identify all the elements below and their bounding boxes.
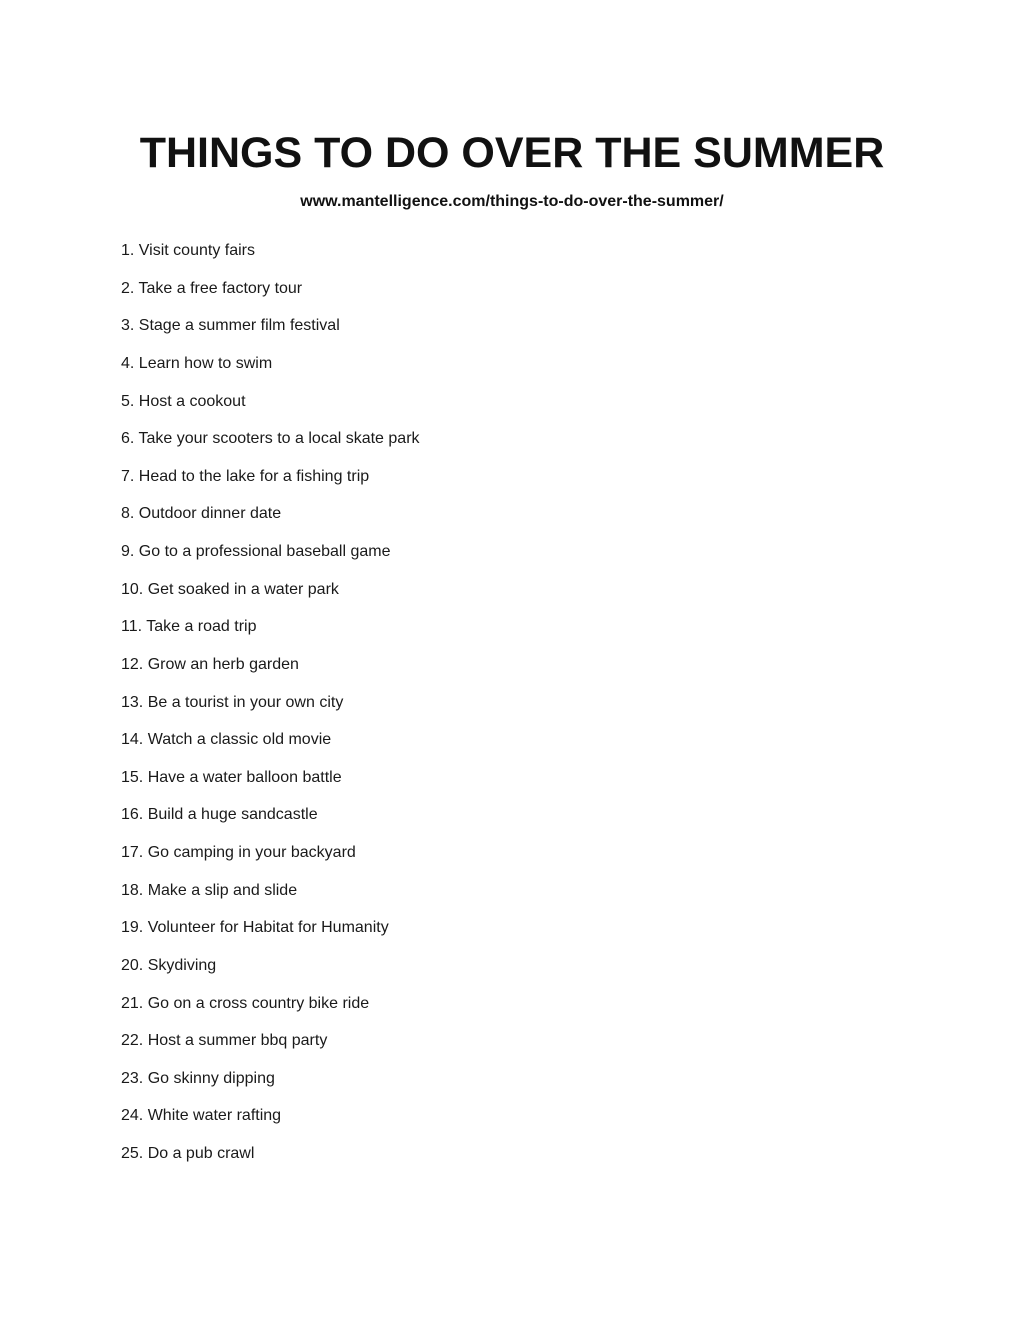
list-item: 6. Take your scooters to a local skate park — [121, 430, 420, 448]
list-item: 22. Host a summer bbq party — [121, 1032, 328, 1050]
list-item: 16. Build a huge sandcastle — [121, 806, 318, 824]
list-item: 11. Take a road trip — [121, 618, 257, 636]
list-item: 7. Head to the lake for a fishing trip — [121, 467, 370, 485]
list-item: 2. Take a free factory tour — [121, 279, 303, 297]
list-item: 1. Visit county fairs — [121, 242, 255, 259]
activity-list — [121, 240, 420, 1181]
list-item: 24. White water rafting — [121, 1107, 282, 1125]
list-item: 20. Skydiving — [121, 956, 217, 974]
list-item: 14. Watch a classic old movie — [121, 731, 332, 749]
list-item: 21. Go on a cross country bike ride — [121, 994, 370, 1012]
list-item: 3. Stage a summer film festival — [121, 317, 340, 335]
list-item: 25. Do a pub crawl — [121, 1145, 255, 1162]
list-item: 15. Have a water balloon battle — [121, 768, 342, 786]
list-item: 9. Go to a professional baseball game — [121, 543, 391, 560]
source-url: www.mantelligence.com/things-to-do-over-the-summer/ — [300, 193, 724, 210]
list-item: 8. Outdoor dinner date — [121, 505, 282, 523]
list-item: 4. Learn how to swim — [121, 354, 273, 372]
list-item: 17. Go camping in your backyard — [121, 844, 356, 861]
list-item: 23. Go skinny dipping — [121, 1069, 275, 1087]
list-item: 19. Volunteer for Habitat for Humanity — [121, 919, 389, 937]
page-title: THINGS TO DO OVER THE SUMMER — [139, 129, 885, 177]
list-item: 12. Grow an herb garden — [121, 655, 299, 673]
list-item: 5. Host a cookout — [121, 392, 246, 410]
list-item: 18. Make a slip and slide — [121, 881, 298, 899]
list-item: 13. Be a tourist in your own city — [121, 693, 344, 711]
list-item: 10. Get soaked in a water park — [121, 580, 339, 598]
